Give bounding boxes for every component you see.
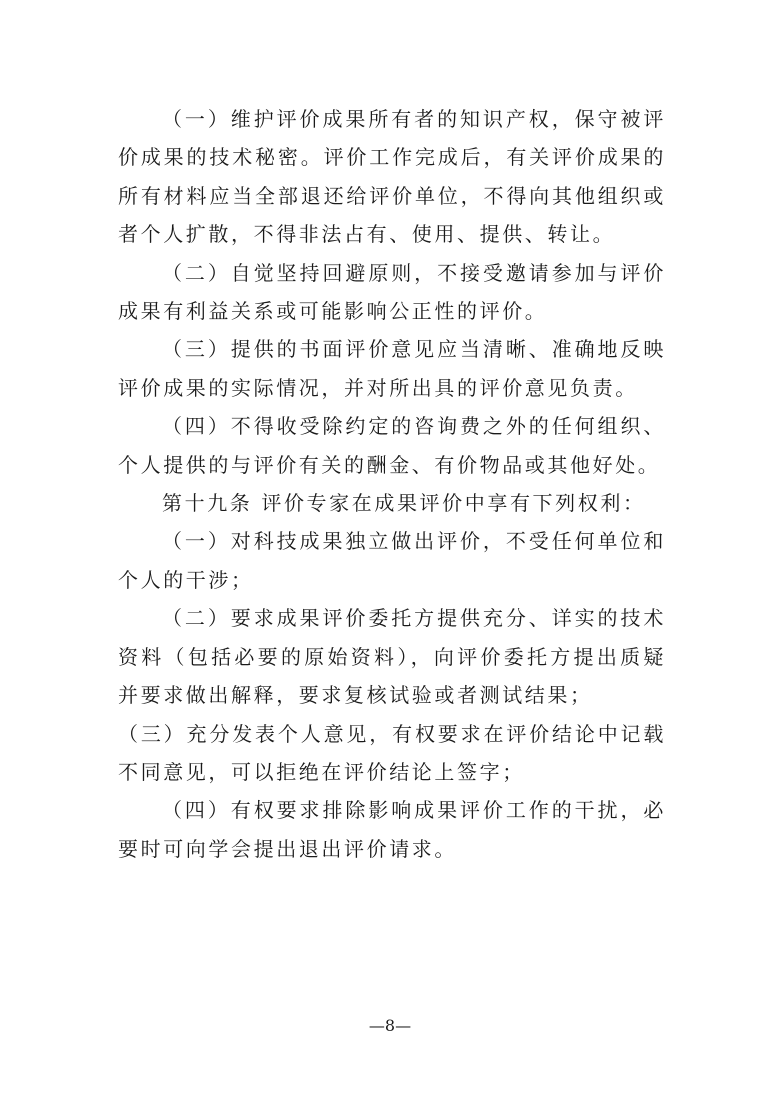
body-text <box>118 100 666 868</box>
paragraph-express-opinion: （三）充分发表个人意见，有权要求在评价结论中记载不同意见，可以拒绝在评价结论上签字； <box>118 721 666 784</box>
paragraph-request-materials: （二）要求成果评价委托方提供充分、详实的技术资料（包括必要的原始资料），向评价委托方提出质疑并要求做出解释，要求复核试验或者测试结果； <box>118 606 666 708</box>
paragraph-independent-evaluation: （一）对科技成果独立做出评价，不受任何单位和个人的干涉； <box>118 529 666 592</box>
page-number: —8— <box>368 1016 412 1035</box>
article-19-heading: 第十九条 评价专家在成果评价中享有下列权利： <box>162 491 646 516</box>
paragraph-written-opinion: （三）提供的书面评价意见应当清晰、准确地反映评价成果的实际情况，并对所出具的评价意见负责。 <box>118 337 666 400</box>
paragraph-no-remuneration: （四）不得收受除约定的咨询费之外的任何组织、个人提供的与评价有关的酬金、有价物品或其他好处。 <box>118 414 666 477</box>
paragraph-recusal: （二）自觉坚持回避原则，不接受邀请参加与评价成果有利益关系或可能影响公正性的评价。 <box>118 260 666 324</box>
paragraph-exclude-interference: （四）有权要求排除影响成果评价工作的干扰，必要时可向学会提出退出评价请求。 <box>118 798 666 861</box>
paragraph-confidentiality: （一）维护评价成果所有者的知识产权，保守被评价成果的技术秘密。评价工作完成后，有关评价成果的所有材料应当全部退还给评价单位，不得向其他组织或者个人扩散，不得非法占有、使用、提供、转让。 <box>118 107 666 247</box>
